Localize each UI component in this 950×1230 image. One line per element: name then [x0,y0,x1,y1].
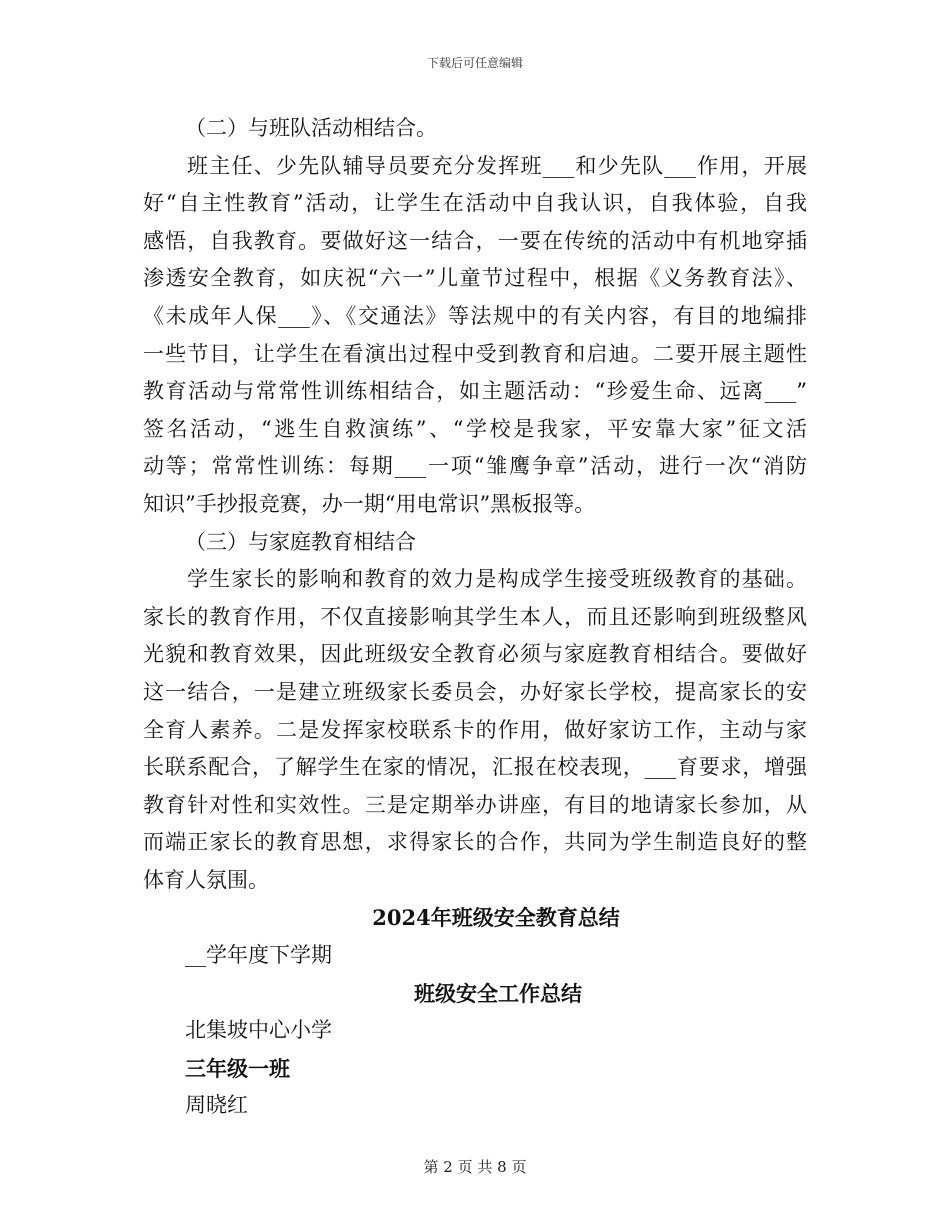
paragraph-line: 感悟，自我教育。要做好这一结合，一要在传统的活动中有机地穿插 [143,228,807,253]
document-body [143,110,807,1125]
paragraph-line: 教育活动与常常性训练相结合，如主题活动：“珍爱生命、远离___” [143,379,807,404]
summary-subtitle: 班级安全工作总结 [414,980,582,1006]
school-name: 北集坡中心小学 [185,1018,332,1043]
term-line: __学年度下学期 [185,943,332,968]
class-name: 三年级一班 [185,1055,290,1081]
paragraph-line: 《未成年人保___》、《交通法》等法规中的有关内容，有目的地编排 [143,303,807,328]
paragraph-line: 长联系配合，了解学生在家的情况，汇报在校表现，___育要求，增强 [143,755,807,780]
section-heading-3: （三）与家庭教育相结合 [185,529,416,554]
paragraph-line: 好“自主性教育”活动，让学生在活动中自我认识，自我体验，自我 [143,191,807,216]
section-heading-2: （二）与班队活动相结合。 [185,116,437,140]
paragraph-line: 签名活动，“逃生自救演练”、“学校是我家，平安靠大家”征文活 [143,416,807,441]
paragraph-line: 一些节目，让学生在看演出过程中受到教育和启迪。二要开展主题性 [143,341,807,366]
paragraph-line: 动等；常常性训练：每期___一项“雏鹰争章”活动，进行一次“消防 [143,454,807,479]
paragraph-line: 渗透安全教育，如庆祝“六一”儿童节过程中，根据《义务教育法》、 [143,266,807,291]
paragraph-line: 全育人素养。二是发挥家校联系卡的作用，做好家访工作，主动与家 [143,717,807,742]
paragraph-line: 班主任、少先队辅导员要充分发挥班___和少先队___作用，开展 [187,153,807,178]
author-name: 周晓红 [185,1093,248,1118]
paragraph-line: 教育针对性和实效性。三是定期举办讲座，有目的地请家长参加，从 [143,792,807,817]
paragraph-line: 家长的教育作用，不仅直接影响其学生本人，而且还影响到班级整风 [143,604,807,629]
summary-title: 2024年班级安全教育总结 [372,905,620,931]
paragraph-line: 体育人氛围。 [143,867,269,892]
header-note: 下载后可任意编辑 [426,56,523,70]
page-number: 第 2 页 共 8 页 [423,1158,527,1176]
paragraph-line: 光貌和教育效果，因此班级安全教育必须与家庭教育相结合。要做好 [143,642,807,667]
paragraph-line: 学生家长的影响和教育的效力是构成学生接受班级教育的基础。 [187,567,807,592]
paragraph-line: 这一结合，一是建立班级家长委员会，办好家长学校，提高家长的安 [143,679,807,704]
paragraph-line: 知识”手抄报竞赛，办一期“用电常识”黑板报等。 [143,491,596,516]
paragraph-line: 而端正家长的教育思想，求得家长的合作，共同为学生制造良好的整 [143,830,807,855]
